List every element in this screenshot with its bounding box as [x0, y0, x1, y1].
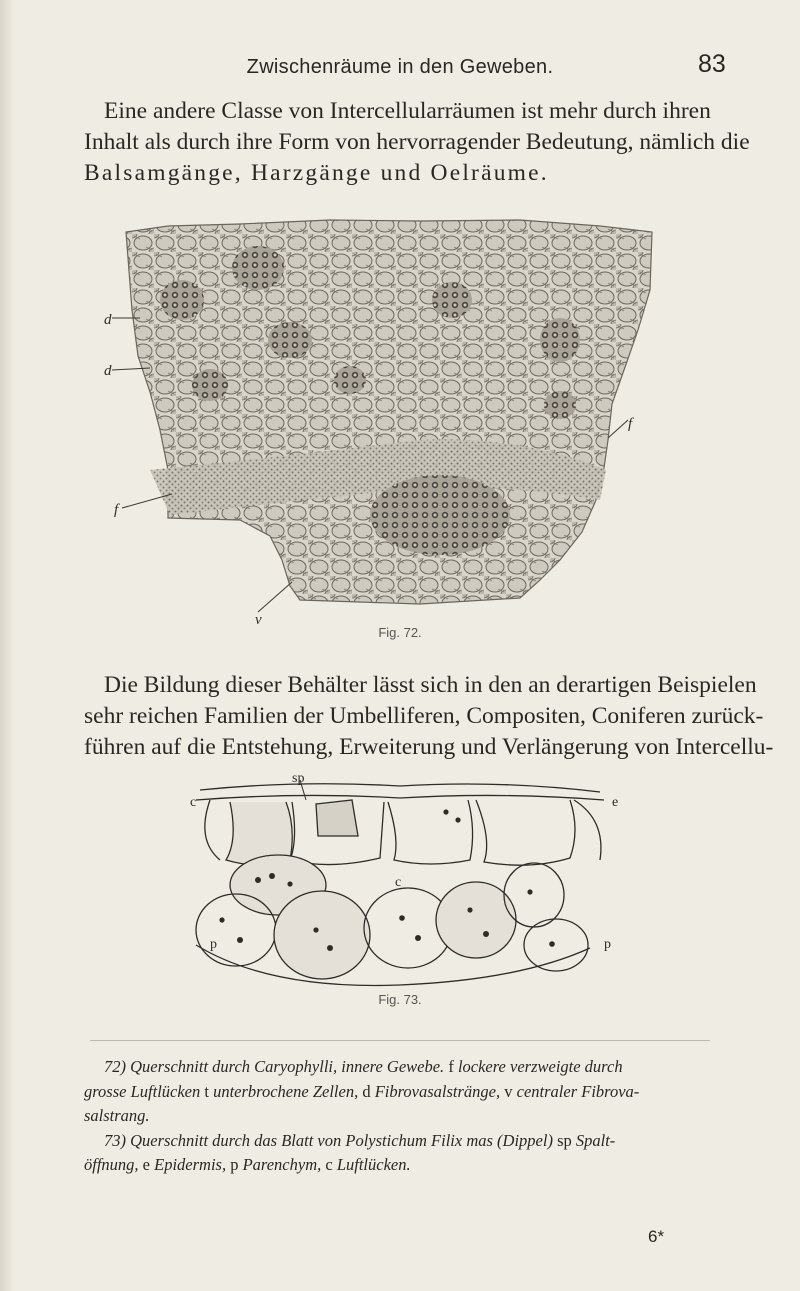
figure-73-label-p: p — [604, 937, 611, 952]
vascular-bundle — [232, 246, 284, 290]
footnote-text: centraler Fibrova- — [516, 1081, 640, 1101]
figure-73-caption: Fig. 73. — [378, 992, 422, 1007]
parenchyma-cell — [196, 894, 276, 966]
cell-wall — [574, 800, 601, 860]
figure-72-label-d: d — [104, 363, 112, 379]
vascular-bundle — [160, 280, 204, 320]
vascular-bundle — [540, 318, 580, 362]
page-number: 83 — [698, 50, 726, 78]
guard-cell — [316, 800, 358, 836]
paragraph-line: führen auf die Entstehung, Erweiterung und Verlängerung von Intercellu- — [84, 734, 774, 760]
figure-73-label-c: c — [395, 875, 402, 890]
figure-72-label-v: v — [255, 612, 262, 628]
footnote-text: grosse Luftlücken — [84, 1081, 201, 1101]
running-title: Zwischenräume in den Geweben. — [246, 56, 554, 78]
footnote-key: c — [321, 1155, 337, 1174]
footnote-73-line — [84, 1129, 724, 1154]
footnote-key: e — [138, 1155, 155, 1174]
paragraph-line: Die Bildung dieser Behälter lässt sich in den an derartigen Beispielen — [104, 672, 757, 698]
footnote-number: 72) — [104, 1057, 126, 1076]
footnote-key: f — [444, 1057, 458, 1076]
footnote-text: Parenchym, — [242, 1155, 322, 1174]
footnote-separator — [90, 1040, 710, 1041]
footnote-text: Epidermis, — [154, 1155, 227, 1174]
paragraph-line: Balsamgänge, Harzgänge und Oelräume. — [84, 160, 549, 186]
vascular-bundle — [334, 366, 366, 394]
epidermis-upper-outline — [200, 784, 600, 792]
footnote-key: t — [200, 1081, 214, 1101]
central-vascular-strand — [370, 475, 510, 555]
figure-72-caption: Fig. 72. — [378, 625, 422, 640]
figure-72-label-f: f — [628, 416, 633, 432]
paragraph-formation — [84, 670, 774, 763]
epidermis-cell — [388, 800, 473, 864]
label-leader — [608, 420, 628, 438]
figure-72-label-f: f — [114, 502, 119, 518]
figure-72-label-d: d — [104, 312, 112, 328]
figure-73-label-sp: sp — [292, 771, 305, 786]
vascular-bundle — [432, 282, 472, 318]
footnote-text: lockere verzweigte durch — [457, 1057, 623, 1076]
footnote-key: sp — [552, 1130, 576, 1150]
parenchyma-cell — [274, 891, 370, 979]
label-leader — [258, 582, 292, 612]
parenchyma-cell — [504, 863, 564, 927]
paragraph-line: Inhalt als durch ihre Form von hervorragender Bedeutung, nämlich die — [84, 129, 750, 155]
footnotes — [84, 1055, 724, 1178]
paragraph-line: Eine andere Classe von Intercellularräumen ist mehr durch ihren — [104, 98, 711, 124]
footnote-key: p — [226, 1155, 243, 1174]
vascular-bundle — [192, 369, 228, 401]
footnote-text: Luftlücken. — [336, 1155, 411, 1174]
footnote-text: Querschnitt durch Caryophylli, innere Gewebe. — [130, 1057, 445, 1076]
footnote-key: v — [500, 1081, 517, 1101]
parenchyma-cell — [524, 919, 588, 971]
footnote-text: öffnung, — [84, 1155, 139, 1174]
vascular-bundle — [268, 322, 312, 358]
signature-mark: 6* — [648, 1227, 665, 1246]
footnote-72-line: salstrang. — [84, 1106, 150, 1125]
footnote-73-line — [84, 1153, 724, 1178]
epidermis-cell — [476, 800, 575, 865]
cell-wall — [205, 800, 220, 860]
footnote-text: Querschnitt durch das Blatt von Polystichum Filix mas (Dippel) — [130, 1130, 553, 1150]
epidermis-upper-inner — [196, 795, 604, 800]
footnote-number: 73) — [104, 1130, 126, 1150]
figure-73-illustration — [0, 770, 800, 990]
vascular-bundle — [544, 391, 576, 419]
footnote-text: Spalt- — [575, 1130, 616, 1150]
paragraph-line: sehr reichen Familien der Umbelliferen, Compositen, Coniferen zurück- — [84, 703, 764, 729]
footnote-72-line — [84, 1080, 724, 1105]
footnote-key: d — [358, 1081, 375, 1101]
footnote-72-line — [84, 1055, 724, 1080]
figure-73-label-p: p — [210, 937, 217, 952]
figure-73-label-c: c — [190, 795, 197, 810]
figure-73-label-e: e — [612, 795, 619, 810]
footnote-text: Fibrovasalstränge, — [374, 1081, 501, 1101]
footnote-text: unterbrochene Zellen, — [213, 1081, 359, 1101]
